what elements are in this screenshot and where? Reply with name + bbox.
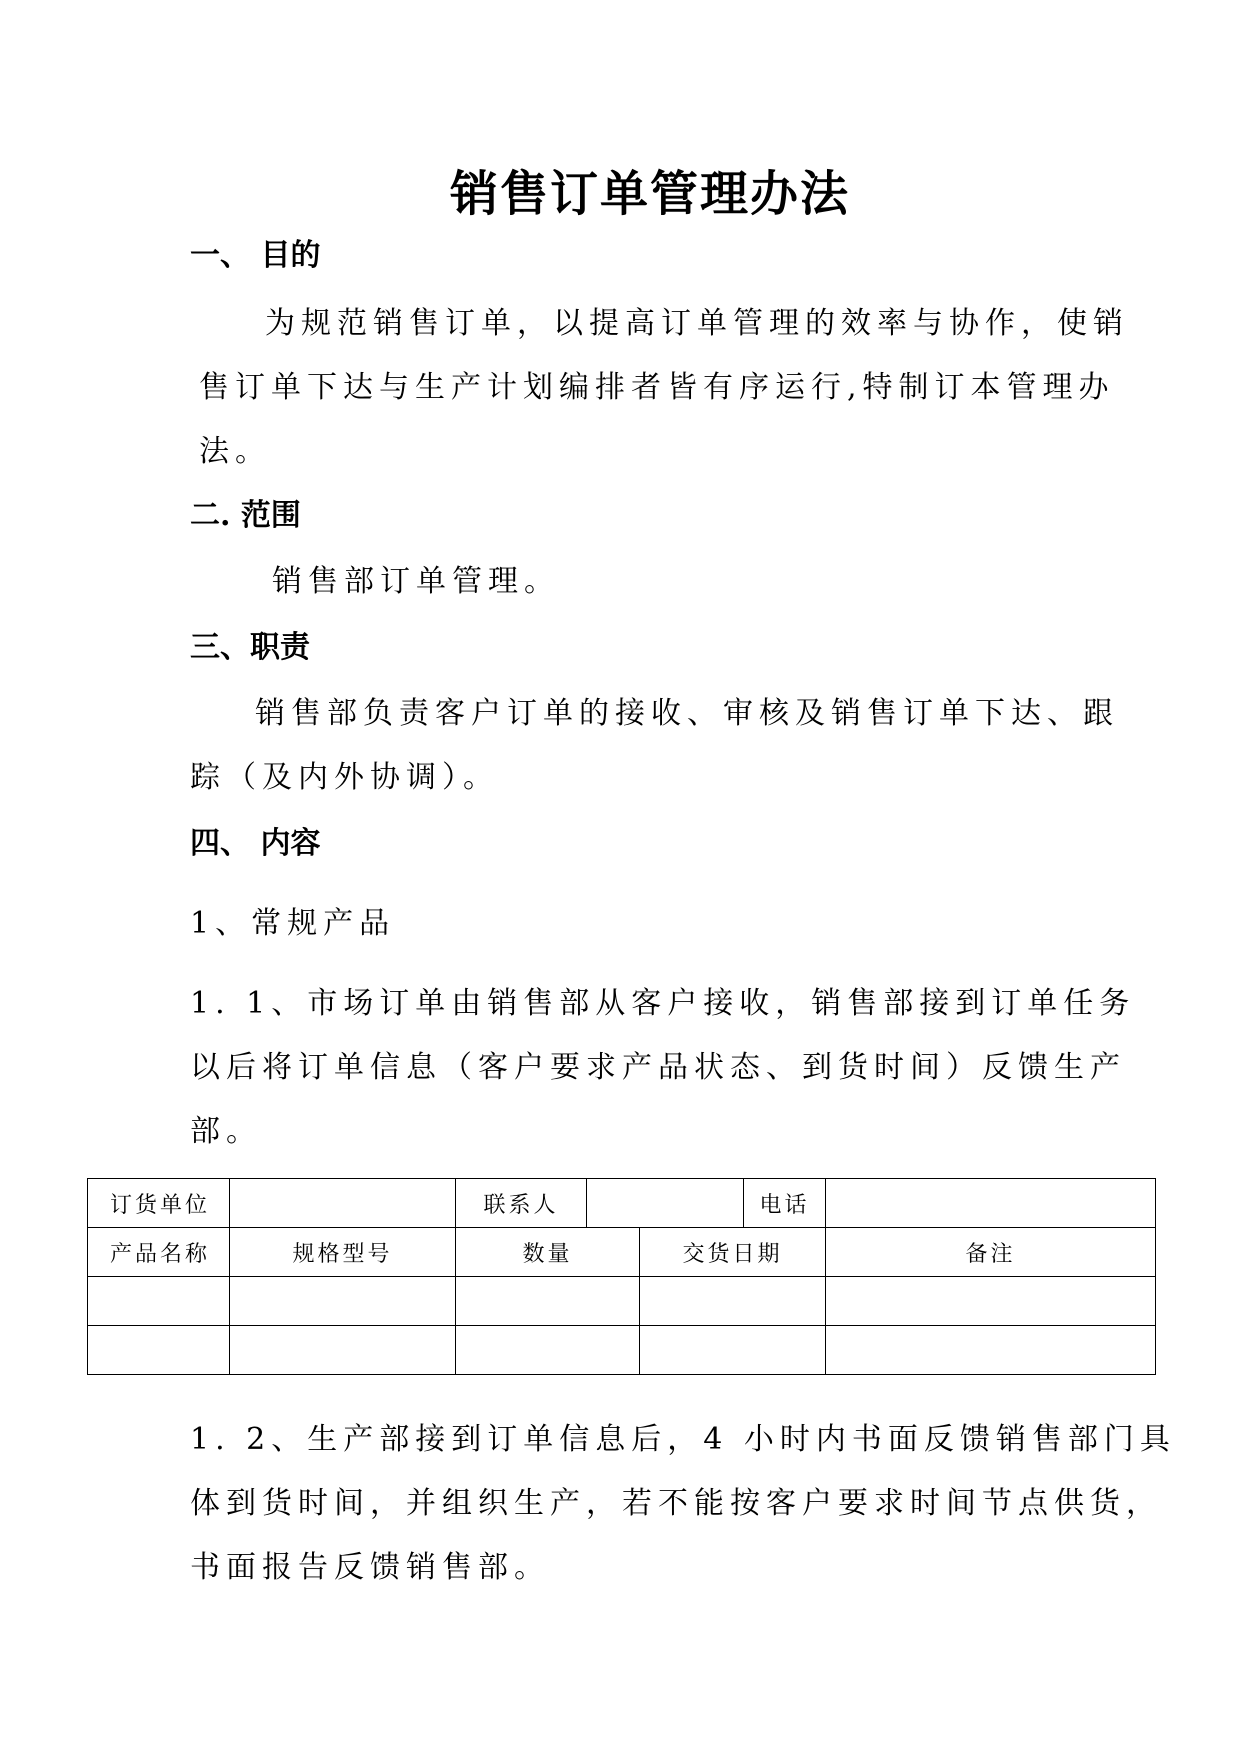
section-3-line-1: 销售部负责客户订单的接收、审核及销售订单下达、跟 [255,696,1119,731]
order-table-container [87,1178,1156,1375]
content-paragraph-2-line-2: 以后将订单信息（客户要求产品状态、到货时间）反馈生产 [190,1050,1126,1085]
table-cell [456,1326,640,1375]
section-2-line-1: 销售部订单管理。 [272,564,560,599]
table-cell-phone-label: 电话 [744,1179,826,1228]
table-cell [640,1326,826,1375]
table-cell [640,1277,826,1326]
table-header-delivery-date: 交货日期 [640,1228,826,1277]
section-1-line-2: 售订单下达与生产计划编排者皆有序运行,特制订本管理办 [199,370,1115,405]
table-cell [230,1277,456,1326]
section-3-line-2: 踪（及内外协调）。 [190,760,499,795]
table-cell [230,1326,456,1375]
section-4-heading: 四、 内容 [190,826,321,861]
table-row [88,1326,1156,1375]
table-row [88,1277,1156,1326]
table-row [88,1228,1156,1277]
content-paragraph-3-line-2: 体到货时间，并组织生产，若不能按客户要求时间节点供货， [190,1486,1162,1521]
content-paragraph-2-line-3: 部。 [190,1114,262,1149]
table-cell-order-unit-label: 订货单位 [88,1179,230,1228]
table-cell [826,1277,1156,1326]
table-cell-order-unit-value [230,1179,456,1228]
table-cell-contact-value [587,1179,744,1228]
section-3-heading: 三、职责 [190,630,310,665]
table-cell [456,1277,640,1326]
content-paragraph-3-line-1: 1. 2、生产部接到订单信息后，4 小时内书面反馈销售部门具 [190,1422,1176,1457]
document-title: 销售订单管理办法 [449,166,850,222]
content-paragraph-1: 1、常规产品 [190,906,396,941]
table-row [88,1179,1156,1228]
table-cell [826,1326,1156,1375]
table-cell-phone-value [826,1179,1156,1228]
section-1-line-3: 法。 [199,434,271,469]
order-info-table [87,1178,1156,1375]
section-1-line-1: 为规范销售订单，以提高订单管理的效率与协作，使销 [265,306,1129,341]
table-header-remarks: 备注 [826,1228,1156,1277]
table-cell [88,1277,230,1326]
table-cell-contact-label: 联系人 [456,1179,587,1228]
table-header-quantity: 数量 [456,1228,640,1277]
table-header-product-name: 产品名称 [88,1228,230,1277]
table-cell [88,1326,230,1375]
table-header-spec-model: 规格型号 [230,1228,456,1277]
section-2-heading: 二. 范围 [190,498,301,533]
section-1-heading: 一、 目的 [190,238,321,273]
content-paragraph-3-line-3: 书面报告反馈销售部。 [190,1550,550,1585]
content-paragraph-2-line-1: 1. 1、市场订单由销售部从客户接收，销售部接到订单任务 [190,986,1136,1021]
